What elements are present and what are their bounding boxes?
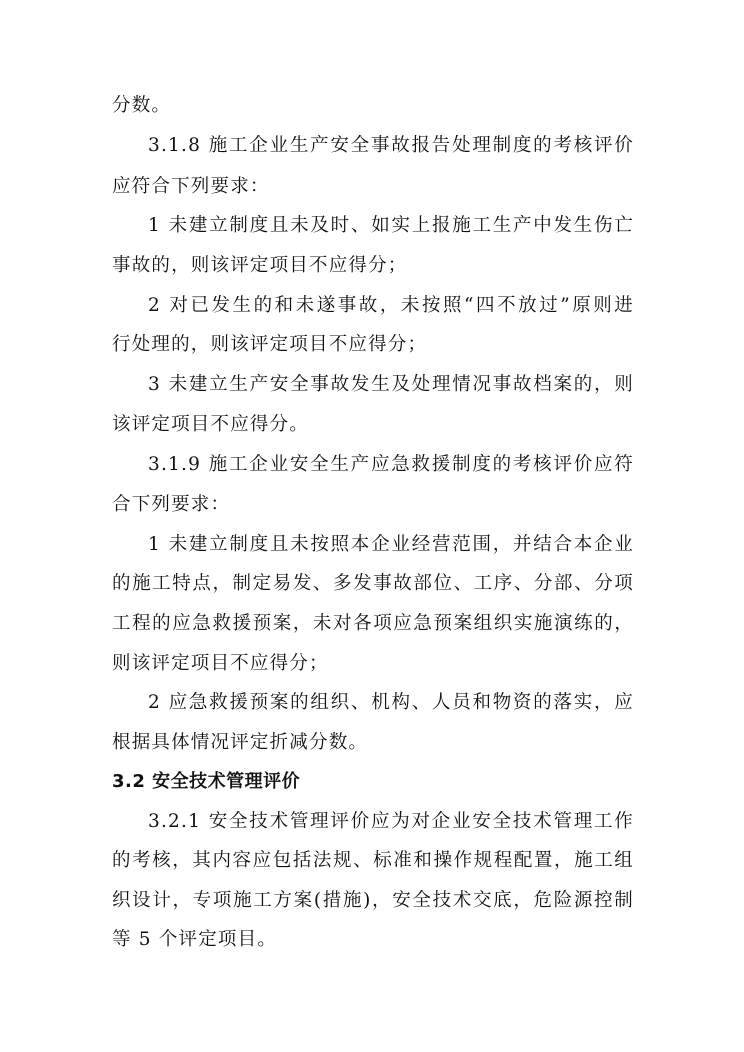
- text-line: 该评定项目不应得分。: [112, 414, 310, 435]
- text-line: 织设计，专项施工方案(措施)，安全技术交底，危险源控制: [112, 890, 634, 911]
- text-line: 行处理的，则该评定项目不应得分；: [112, 334, 428, 355]
- list-item: 2 对已发生的和未遂事故，未按照“四不放过”原则进: [148, 295, 634, 316]
- text-line: 的施工特点，制定易发、多发事故部位、工序、分部、分项: [112, 573, 634, 594]
- text-line: 工程的应急救援预案，未对各项应急预案组织实施演练的，: [112, 613, 634, 634]
- section-3-2-title: 3.2 安全技术管理评价: [112, 771, 301, 792]
- text-line: 根据具体情况评定折减分数。: [112, 732, 369, 753]
- list-item: 1 未建立制度且未及时、如实上报施工生产中发生伤亡: [148, 215, 634, 236]
- text-line: 等 5 个评定项目。: [112, 929, 278, 950]
- clause-3-1-8-heading: 3.1.8 施工企业生产安全事故报告处理制度的考核评价: [148, 135, 634, 156]
- list-item: 2 应急救援预案的组织、机构、人员和物资的落实，应: [148, 692, 634, 713]
- text-line: 的考核，其内容应包括法规、标准和操作规程配置，施工组: [112, 850, 634, 871]
- text-line: 应符合下列要求：: [112, 176, 270, 197]
- clause-3-2-1-heading: 3.2.1 安全技术管理评价应为对企业安全技术管理工作: [148, 811, 634, 832]
- list-item: 3 未建立生产安全事故发生及处理情况事故档案的，则: [148, 374, 634, 395]
- text-line: 则该评定项目不应得分；: [112, 653, 329, 674]
- clause-3-1-9-heading: 3.1.9 施工企业安全生产应急救援制度的考核评价应符: [148, 454, 634, 475]
- list-item: 1 未建立制度且未按照本企业经营范围，并结合本企业: [148, 534, 634, 555]
- text-line: 合下列要求：: [112, 494, 231, 515]
- text-line: 事故的，则该评定项目不应得分；: [112, 255, 408, 276]
- text-line: 分数。: [112, 95, 172, 116]
